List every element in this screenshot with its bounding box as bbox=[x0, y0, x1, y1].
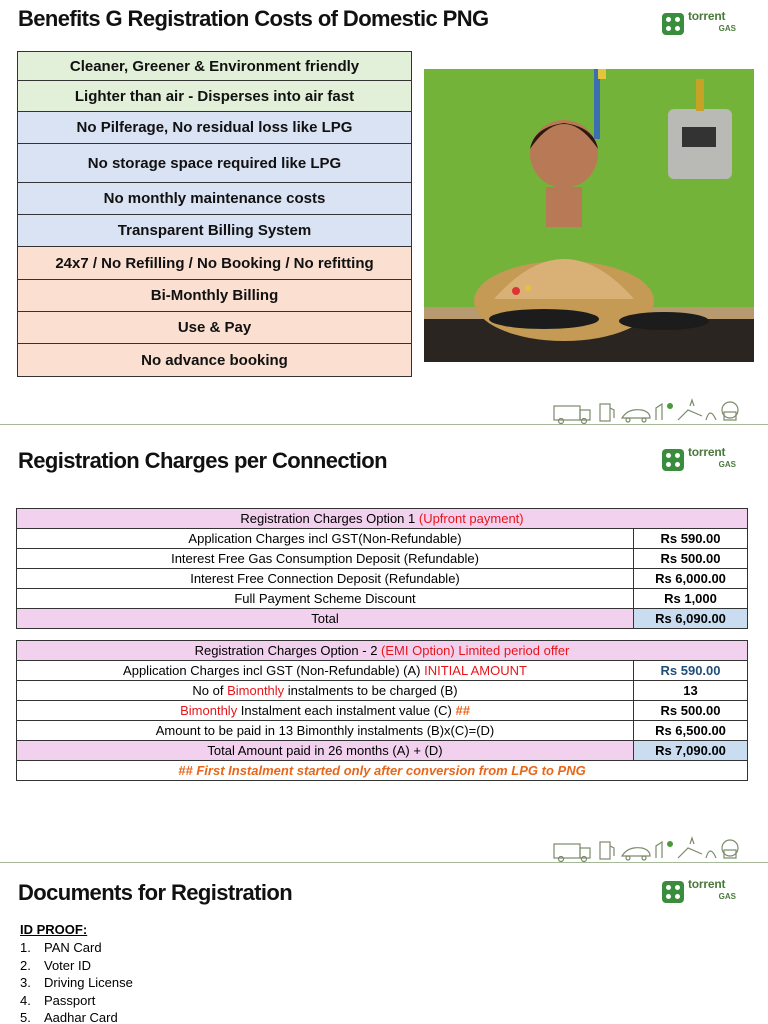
list-item: 4. Passport bbox=[20, 992, 96, 1008]
option2-footnote: ## First Instalment started only after conversion from LPG to PNG bbox=[17, 761, 748, 781]
option2-total-label: Total Amount paid in 26 months (A) + (D) bbox=[17, 741, 634, 761]
kitchen-photo bbox=[424, 69, 754, 362]
eco-icons-strip bbox=[552, 396, 742, 424]
registration-charges-title: Registration Charges per Connection bbox=[18, 448, 387, 473]
id-proof-header: ID PROOF: bbox=[20, 922, 88, 937]
list-item: 3. Driving License bbox=[20, 975, 133, 990]
option1-row-value: Rs 1,000 bbox=[634, 589, 748, 609]
option1-table bbox=[16, 508, 748, 629]
torrent-logo-icon bbox=[662, 449, 684, 471]
logo-sub: GAS bbox=[718, 24, 736, 33]
option1-row-label: Interest Free Connection Deposit (Refundable) bbox=[17, 569, 634, 589]
option2-row-label: Application Charges incl GST (Non-Refundable) (A) INITIAL AMOUNT bbox=[17, 661, 634, 681]
option2-table bbox=[16, 640, 748, 781]
list-item: 2. Voter ID bbox=[20, 957, 91, 973]
logo-word: torrent bbox=[688, 9, 726, 23]
option2-total-value: Rs 7,090.00 bbox=[634, 741, 748, 761]
eco-icons-strip bbox=[552, 834, 742, 862]
option1-row-value: Rs 6,000.00 bbox=[634, 569, 748, 589]
option2-row-value: Rs 500.00 bbox=[634, 701, 748, 721]
option1-total-value: Rs 6,090.00 bbox=[634, 609, 748, 629]
logo-sub: GAS bbox=[718, 460, 736, 469]
option2-row-value: Rs 590.00 bbox=[634, 661, 748, 681]
torrent-gas-logo bbox=[662, 877, 742, 907]
slide-divider bbox=[0, 424, 768, 425]
benefit-row: No monthly maintenance costs bbox=[18, 183, 412, 215]
benefits-title: Benefits G Registration Costs of Domestic PNG bbox=[18, 6, 489, 31]
torrent-logo-icon bbox=[662, 13, 684, 35]
benefit-row: No storage space required like LPG bbox=[18, 144, 412, 183]
option1-header: Registration Charges Option 1 (Upfront payment) bbox=[17, 509, 748, 529]
option2-header: Registration Charges Option - 2 (EMI Option) Limited period offer bbox=[17, 641, 748, 661]
option2-row-value: Rs 6,500.00 bbox=[634, 721, 748, 741]
benefit-row: No Pilferage, No residual loss like LPG bbox=[18, 112, 412, 144]
option1-row-value: Rs 590.00 bbox=[634, 529, 748, 549]
benefit-row: Cleaner, Greener & Environment friendly bbox=[18, 52, 412, 81]
benefits-table bbox=[17, 51, 412, 377]
list-item: 5. Aadhar Card bbox=[20, 1010, 118, 1024]
logo-word: torrent bbox=[688, 877, 726, 891]
torrent-gas-logo bbox=[662, 445, 742, 475]
logo-sub: GAS bbox=[718, 892, 736, 901]
benefit-row: Use & Pay bbox=[18, 312, 412, 344]
option2-row-value: 13 bbox=[634, 681, 748, 701]
option2-row-label: Bimonthly Instalment each instalment value (C) ## bbox=[17, 701, 634, 721]
torrent-gas-logo bbox=[662, 9, 742, 39]
option2-row-label: No of Bimonthly instalments to be charged (B) bbox=[17, 681, 634, 701]
option1-total-label: Total bbox=[17, 609, 634, 629]
benefit-row: 24x7 / No Refilling / No Booking / No refitting bbox=[18, 247, 412, 280]
benefit-row: Transparent Billing System bbox=[18, 215, 412, 247]
option1-row-value: Rs 500.00 bbox=[634, 549, 748, 569]
slide-divider bbox=[0, 862, 768, 863]
id-proof-list bbox=[20, 939, 133, 1024]
list-item: 1. PAN Card bbox=[20, 940, 102, 955]
option1-row-label: Application Charges incl GST(Non-Refundable) bbox=[17, 529, 634, 549]
documents-title: Documents for Registration bbox=[18, 880, 293, 905]
benefit-row: No advance booking bbox=[18, 344, 412, 377]
option2-row-label: Amount to be paid in 13 Bimonthly instalments (B)x(C)=(D) bbox=[17, 721, 634, 741]
option1-row-label: Interest Free Gas Consumption Deposit (Refundable) bbox=[17, 549, 634, 569]
benefit-row: Bi-Monthly Billing bbox=[18, 280, 412, 312]
torrent-logo-icon bbox=[662, 881, 684, 903]
option1-row-label: Full Payment Scheme Discount bbox=[17, 589, 634, 609]
id-proof-section bbox=[20, 922, 133, 1024]
logo-word: torrent bbox=[688, 445, 726, 459]
benefit-row: Lighter than air - Disperses into air fast bbox=[18, 81, 412, 112]
